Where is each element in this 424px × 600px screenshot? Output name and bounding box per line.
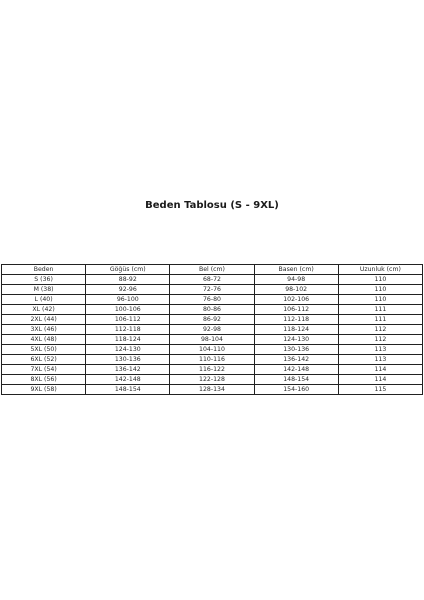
cell-basen: 102-106 (254, 295, 338, 305)
header-uzunluk: Uzunluk (cm) (338, 265, 422, 275)
table-row (2, 385, 423, 395)
cell-gogus: 130-136 (86, 355, 170, 365)
cell-gogus: 142-148 (86, 375, 170, 385)
cell-uzunluk: 110 (338, 295, 422, 305)
cell-uzunluk: 115 (338, 385, 422, 395)
cell-basen: 106-112 (254, 305, 338, 315)
cell-basen: 124-130 (254, 335, 338, 345)
cell-bel: 92-98 (170, 325, 254, 335)
cell-bel: 98-104 (170, 335, 254, 345)
cell-bel: 76-80 (170, 295, 254, 305)
cell-gogus: 136-142 (86, 365, 170, 375)
cell-beden: S (36) (2, 275, 86, 285)
cell-uzunluk: 110 (338, 275, 422, 285)
cell-uzunluk: 113 (338, 355, 422, 365)
cell-basen: 118-124 (254, 325, 338, 335)
cell-basen: 148-154 (254, 375, 338, 385)
cell-gogus: 92-96 (86, 285, 170, 295)
table-row (2, 375, 423, 385)
cell-uzunluk: 114 (338, 365, 422, 375)
cell-beden: 9XL (58) (2, 385, 86, 395)
cell-beden: L (40) (2, 295, 86, 305)
cell-uzunluk: 113 (338, 345, 422, 355)
cell-bel: 68-72 (170, 275, 254, 285)
cell-gogus: 100-106 (86, 305, 170, 315)
cell-uzunluk: 114 (338, 375, 422, 385)
cell-basen: 130-136 (254, 345, 338, 355)
cell-basen: 142-148 (254, 365, 338, 375)
cell-uzunluk: 112 (338, 325, 422, 335)
cell-gogus: 88-92 (86, 275, 170, 285)
cell-uzunluk: 111 (338, 315, 422, 325)
cell-gogus: 112-118 (86, 325, 170, 335)
table-header-row (2, 265, 423, 275)
cell-beden: 5XL (50) (2, 345, 86, 355)
cell-basen: 94-98 (254, 275, 338, 285)
table-row (2, 315, 423, 325)
cell-bel: 128-134 (170, 385, 254, 395)
size-chart-table (1, 264, 423, 395)
cell-beden: 4XL (48) (2, 335, 86, 345)
cell-gogus: 106-112 (86, 315, 170, 325)
cell-gogus: 148-154 (86, 385, 170, 395)
cell-uzunluk: 112 (338, 335, 422, 345)
table-row (2, 365, 423, 375)
table-row (2, 325, 423, 335)
cell-beden: M (38) (2, 285, 86, 295)
cell-basen: 112-118 (254, 315, 338, 325)
page-title: Beden Tablosu (S - 9XL) (145, 200, 279, 211)
cell-beden: XL (42) (2, 305, 86, 315)
table-row (2, 305, 423, 315)
header-basen: Basen (cm) (254, 265, 338, 275)
cell-uzunluk: 111 (338, 305, 422, 315)
table-row (2, 295, 423, 305)
cell-bel: 72-76 (170, 285, 254, 295)
cell-basen: 154-160 (254, 385, 338, 395)
cell-basen: 136-142 (254, 355, 338, 365)
table-row (2, 355, 423, 365)
cell-bel: 122-128 (170, 375, 254, 385)
cell-uzunluk: 110 (338, 285, 422, 295)
cell-bel: 116-122 (170, 365, 254, 375)
cell-gogus: 124-130 (86, 345, 170, 355)
cell-bel: 80-86 (170, 305, 254, 315)
cell-basen: 98-102 (254, 285, 338, 295)
cell-beden: 2XL (44) (2, 315, 86, 325)
cell-gogus: 118-124 (86, 335, 170, 345)
table-row (2, 285, 423, 295)
table-row (2, 335, 423, 345)
table-body (2, 275, 423, 395)
cell-gogus: 96-100 (86, 295, 170, 305)
cell-bel: 86-92 (170, 315, 254, 325)
table-row (2, 345, 423, 355)
cell-beden: 7XL (54) (2, 365, 86, 375)
cell-beden: 8XL (56) (2, 375, 86, 385)
header-beden: Beden (2, 265, 86, 275)
cell-beden: 3XL (46) (2, 325, 86, 335)
table-row (2, 275, 423, 285)
cell-bel: 110-116 (170, 355, 254, 365)
header-bel: Bel (cm) (170, 265, 254, 275)
header-gogus: Göğüs (cm) (86, 265, 170, 275)
cell-beden: 6XL (52) (2, 355, 86, 365)
cell-bel: 104-110 (170, 345, 254, 355)
